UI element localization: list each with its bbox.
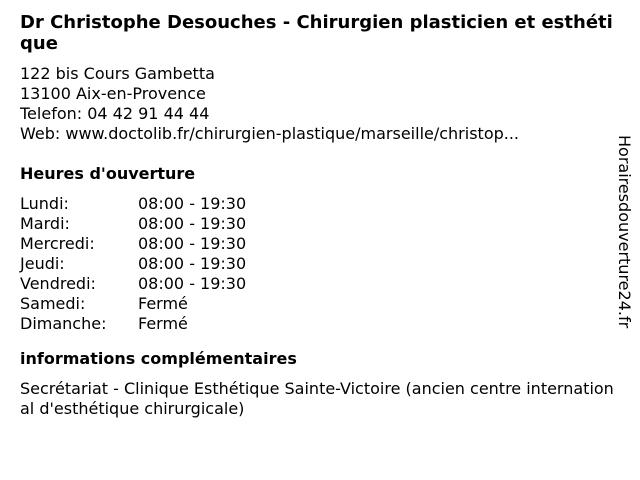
hours-day: Dimanche:: [20, 314, 107, 333]
address-block: [20, 64, 616, 144]
hours-row: [20, 314, 616, 334]
hours-heading: Heures d'ouverture: [20, 164, 196, 183]
street-address: 122 bis Cours Gambetta: [20, 64, 215, 83]
hours-day: Lundi:: [20, 194, 69, 213]
phone-number: Telefon: 04 42 91 44 44: [20, 104, 210, 123]
city-address: 13100 Aix-en-Provence: [20, 84, 206, 103]
hours-time: 08:00 - 19:30: [138, 274, 247, 293]
info-heading: informations complémentaires: [20, 349, 297, 368]
website-link[interactable]: Web: www.doctolib.fr/chirurgien-plastique/marseille/christop...: [20, 124, 520, 143]
hours-row: [20, 254, 616, 274]
info-text: Secrétariat - Clinique Esthétique Sainte-Victoire (ancien centre international d'esthétique chirurgicale): [20, 379, 614, 418]
hours-day: Mercredi:: [20, 234, 95, 253]
hours-row: [20, 214, 616, 234]
hours-row: [20, 194, 616, 214]
hours-time: 08:00 - 19:30: [138, 234, 247, 253]
hours-row: [20, 234, 616, 254]
opening-hours-list: [20, 194, 616, 334]
hours-time: Fermé: [138, 314, 188, 333]
hours-time: 08:00 - 19:30: [138, 214, 247, 233]
page-title: Dr Christophe Desouches - Chirurgien plasticien et esthétique: [20, 12, 613, 54]
hours-row: [20, 294, 616, 314]
hours-day: Vendredi:: [20, 274, 96, 293]
hours-time: Fermé: [138, 294, 188, 313]
site-watermark: Horairesdouverture24.fr: [615, 135, 634, 329]
hours-day: Mardi:: [20, 214, 70, 233]
hours-day: Jeudi:: [20, 254, 65, 273]
hours-row: [20, 274, 616, 294]
listing-card: [20, 12, 616, 419]
hours-time: 08:00 - 19:30: [138, 194, 247, 213]
hours-day: Samedi:: [20, 294, 86, 313]
hours-time: 08:00 - 19:30: [138, 254, 247, 273]
